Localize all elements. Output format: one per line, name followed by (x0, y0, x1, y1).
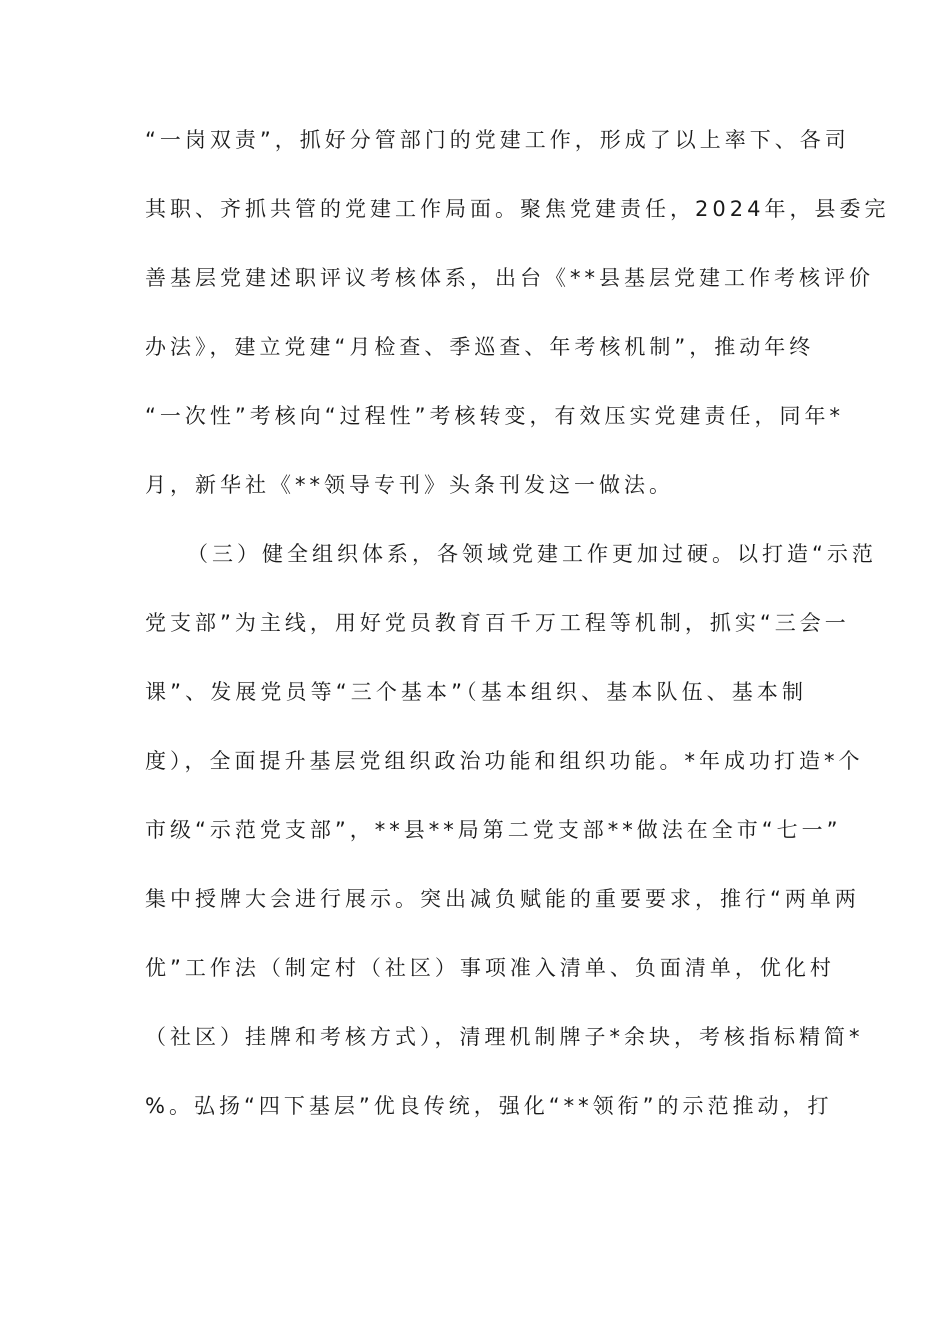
text-line: 办法》，建立党建“月检查、季巡查、年考核机制”，推动年终 (145, 335, 815, 359)
text-line: “一次性”考核向“过程性”考核转变，有效压实党建责任，同年* (145, 404, 845, 428)
text-line: 党支部”为主线，用好党员教育百千万工程等机制，抓实“三会一 (145, 611, 850, 635)
text-line: 课”、发展党员等“三个基本”（基本组织、基本队伍、基本制 (145, 680, 807, 704)
text-line: 月，新华社《**领导专刊》头条刊发这一做法。 (145, 473, 674, 497)
text-line: 度），全面提升基层党组织政治功能和组织功能。*年成功打造*个 (145, 749, 864, 773)
text-line: “一岗双责”，抓好分管部门的党建工作，形成了以上率下、各司 (145, 128, 850, 152)
text-line: 其职、齐抓共管的党建工作局面。聚焦党建责任，2024年，县委完 (145, 197, 890, 221)
text-line: 优”工作法（制定村（社区）事项准入清单、负面清单，优化村 (145, 956, 835, 980)
text-line: 善基层党建述职评议考核体系，出台《**县基层党建工作考核评价 (145, 266, 874, 290)
section-heading-line: （三）健全组织体系，各领域党建工作更加过硬。以打造“示范 (187, 542, 877, 566)
text-line: （社区）挂牌和考核方式），清理机制牌子*余块，考核指标精简* (145, 1025, 864, 1049)
text-line: 集中授牌大会进行展示。突出减负赋能的重要要求，推行“两单两 (145, 887, 860, 911)
text-line: 市级“示范党支部”，**县**局第二党支部**做法在全市“七一” (145, 818, 842, 842)
document-page (145, 122, 890, 1157)
text-line: %。弘扬“四下基层”优良传统，强化“**领衔”的示范推动，打 (145, 1094, 833, 1118)
